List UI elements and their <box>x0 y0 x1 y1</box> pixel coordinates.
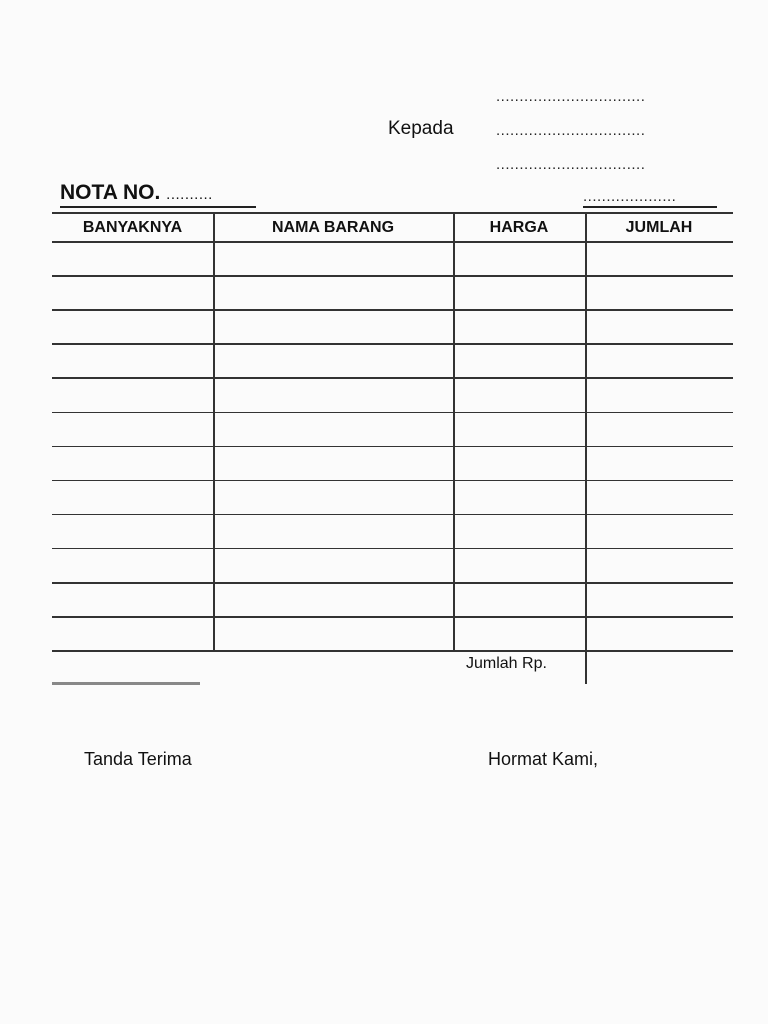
table-row-line <box>52 446 733 448</box>
table-row-line <box>52 412 733 414</box>
table-row-line <box>52 343 733 345</box>
column-header-total: JUMLAH <box>625 219 693 236</box>
recipient-line-3: ................................ <box>496 156 646 173</box>
table-top-border <box>52 212 733 214</box>
recipient-line-1: ................................ <box>496 88 646 105</box>
received-by-label: Tanda Terima <box>84 749 192 769</box>
invoice-title-underline <box>60 206 256 208</box>
header-bottom-border <box>52 241 733 243</box>
column-divider <box>453 213 455 650</box>
table-row-line <box>52 514 733 516</box>
column-header-item-name: NAMA BARANG <box>271 219 395 236</box>
table-row-line <box>52 480 733 482</box>
table-row-line <box>52 548 733 550</box>
table-row-line <box>52 309 733 311</box>
date-underline <box>583 206 717 208</box>
column-divider <box>213 213 215 650</box>
table-row-line <box>52 275 733 277</box>
invoice-number-heading <box>60 181 213 205</box>
table-row-line <box>52 582 733 584</box>
column-header-price: HARGA <box>489 219 549 236</box>
invoice-number-blank: .......... <box>166 186 213 203</box>
date-blank: .................... <box>583 188 677 205</box>
recipient-line-2: ................................ <box>496 122 646 139</box>
column-header-quantity: BANYAKNYA <box>82 219 183 236</box>
recipient-label: Kepada <box>388 118 454 139</box>
invoice-title: NOTA NO. <box>60 181 161 204</box>
table-row-line <box>52 377 733 379</box>
table-row-line <box>52 650 733 652</box>
regards-label: Hormat Kami, <box>488 749 599 769</box>
signature-line <box>52 682 200 685</box>
column-divider <box>585 213 587 684</box>
table-row-line <box>52 616 733 618</box>
grand-total-label: Jumlah Rp. <box>466 655 547 672</box>
